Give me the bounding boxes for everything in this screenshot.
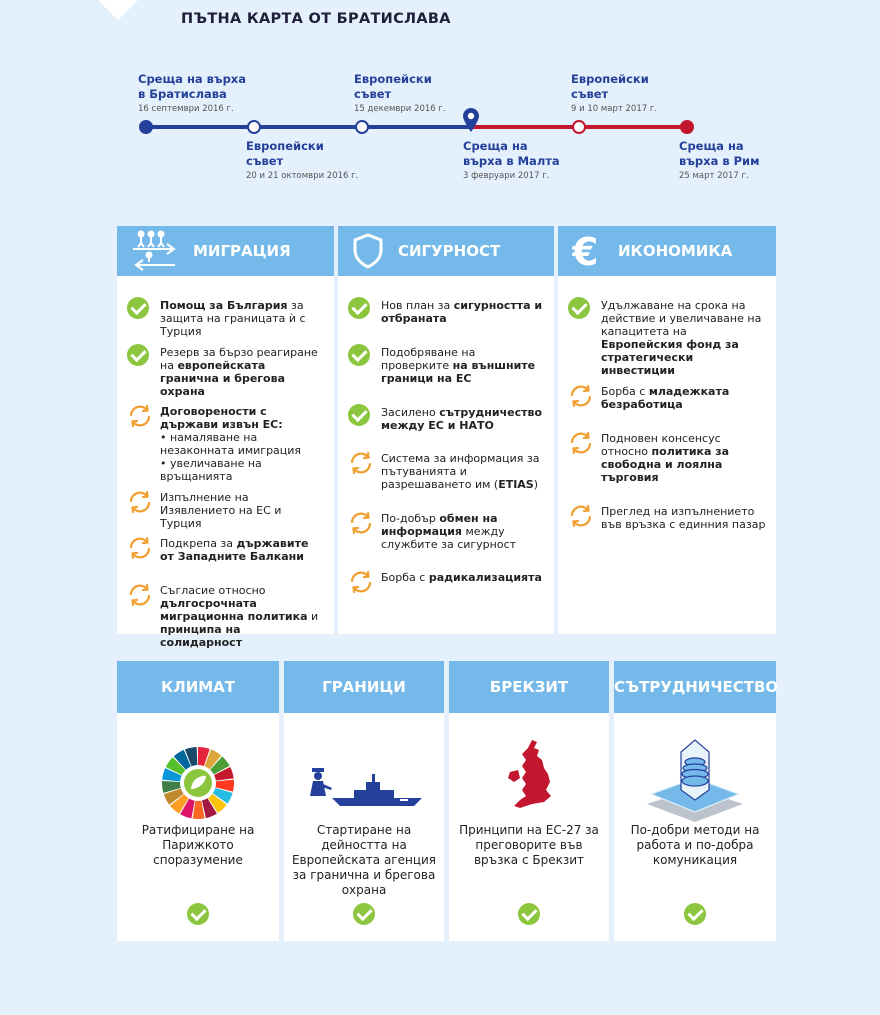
item-text: Помощ за България за защита на границата ѝ с Турция xyxy=(160,299,306,338)
achieved-item xyxy=(338,297,554,325)
status-indicator xyxy=(127,297,153,323)
border-guard-ship-icon xyxy=(284,768,444,808)
bottom-card-text: Стартиране на дейността на Европейската агенция за гранична и брегова охрана xyxy=(291,823,437,897)
timeline-event-title: Среща на върха в Братислава xyxy=(138,72,246,101)
item-text: Засилено сътрудничество между ЕС и НАТО xyxy=(381,406,543,432)
bottom-card xyxy=(284,661,444,941)
timeline-event xyxy=(246,139,361,181)
timeline-pin-icon xyxy=(462,107,480,133)
in-progress-icon xyxy=(127,535,153,561)
timeline-event-date: 9 и 10 март 2017 г. xyxy=(571,104,658,114)
item-text: По-добър обмен на информация между службите за сигурност xyxy=(381,512,517,551)
bottom-card-title: КЛИМАТ xyxy=(117,661,279,713)
corner-marker xyxy=(98,0,138,20)
in-progress-icon xyxy=(127,489,153,515)
bottom-card-text: Принципи на ЕС-27 за преговорите във връзка с Брекзит xyxy=(459,823,599,867)
bottom-card-text: По-добри методи на работа и по-добра комуникация xyxy=(630,823,760,867)
achieved-item xyxy=(338,404,554,432)
bottom-card-title: СЪТРУДНИЧЕСТВО xyxy=(614,661,776,713)
check-icon xyxy=(348,404,370,426)
sdg-wheel-icon xyxy=(117,745,279,821)
timeline-event-title: Среща на върха в Рим xyxy=(679,139,760,168)
column-body xyxy=(338,276,554,634)
check-icon xyxy=(348,297,370,319)
in-progress-icon xyxy=(568,430,594,456)
status-indicator xyxy=(348,297,374,323)
status-indicator xyxy=(568,297,594,323)
timeline-event-title: Европейски съвет xyxy=(354,72,432,101)
uk-map-icon xyxy=(449,738,609,812)
status-indicator xyxy=(568,430,594,456)
status-indicator xyxy=(348,344,374,370)
status-indicator xyxy=(353,903,375,925)
status-indicator xyxy=(127,582,153,608)
item-text: Преглед на изпълнението във връзка с единния пазар xyxy=(601,505,766,531)
timeline-past-line xyxy=(146,125,471,129)
column-title: СИГУРНОСТ xyxy=(398,242,501,260)
in-progress-icon xyxy=(348,569,374,595)
achieved-item xyxy=(558,297,776,377)
in-progress-item xyxy=(338,450,554,491)
in-progress-icon xyxy=(568,503,594,529)
column-body xyxy=(558,276,776,634)
bottom-card xyxy=(449,661,609,941)
in-progress-icon xyxy=(127,403,153,429)
item-text: Съгласие относно дългосрочната миграционна политика и принципа на солидарност xyxy=(160,584,319,649)
timeline-event-date: 3 февруари 2017 г. xyxy=(463,171,550,181)
shield-icon xyxy=(352,233,392,269)
status-indicator xyxy=(348,404,374,430)
status-indicator xyxy=(187,903,209,925)
status-indicator xyxy=(684,903,706,925)
timeline-event xyxy=(138,72,253,114)
bottom-card-title: БРЕКЗИТ xyxy=(449,661,609,713)
in-progress-item xyxy=(117,489,334,530)
timeline-dot xyxy=(139,120,153,134)
in-progress-item xyxy=(558,503,776,531)
check-icon xyxy=(127,297,149,319)
timeline-event-date: 15 декември 2016 г. xyxy=(354,104,446,114)
bottom-card xyxy=(614,661,779,941)
check-icon xyxy=(684,903,706,925)
status-indicator xyxy=(518,903,540,925)
in-progress-icon xyxy=(348,450,374,476)
status-indicator xyxy=(127,535,153,561)
cooperation-icon xyxy=(614,738,776,824)
timeline-dot xyxy=(247,120,261,134)
status-indicator xyxy=(568,503,594,529)
timeline-event xyxy=(679,139,794,181)
item-text: Подкрепа за държавите от Западните Балкани xyxy=(160,537,309,563)
page-title: ПЪТНА КАРТА ОТ БРАТИСЛАВА xyxy=(181,11,451,27)
migration-icon xyxy=(129,229,183,273)
timeline-event xyxy=(571,72,686,114)
status-indicator xyxy=(127,344,153,370)
in-progress-item xyxy=(558,430,776,484)
svg-text:€: € xyxy=(572,231,599,271)
timeline-event xyxy=(463,139,578,181)
check-icon xyxy=(187,903,209,925)
in-progress-icon xyxy=(348,510,374,536)
timeline-dot xyxy=(355,120,369,134)
in-progress-item xyxy=(558,383,776,411)
timeline-event-date: 20 и 21 октомври 2016 г. xyxy=(246,171,359,181)
status-indicator xyxy=(127,489,153,515)
bottom-card-title: ГРАНИЦИ xyxy=(284,661,444,713)
item-text: Система за информация за пътуванията и разрешаването им (ETIAS) xyxy=(381,452,540,491)
in-progress-icon xyxy=(568,383,594,409)
check-icon xyxy=(127,344,149,366)
timeline-event-title: Европейски съвет xyxy=(246,139,324,168)
timeline-dot xyxy=(572,120,586,134)
in-progress-item xyxy=(338,569,554,595)
column-body xyxy=(117,276,334,649)
column-title: МИГРАЦИЯ xyxy=(193,242,291,260)
status-indicator xyxy=(127,403,153,429)
item-text: Подобряване на проверките на външните граници на ЕС xyxy=(381,346,536,385)
column-header xyxy=(117,226,334,276)
in-progress-item xyxy=(117,535,334,563)
in-progress-item xyxy=(117,403,334,483)
status-indicator xyxy=(348,450,374,476)
bottom-card-text: Ратифициране на Парижкото споразумение xyxy=(141,823,255,867)
check-icon xyxy=(568,297,590,319)
check-icon xyxy=(518,903,540,925)
column-header xyxy=(338,226,554,276)
status-indicator xyxy=(348,569,374,595)
status-indicator xyxy=(568,383,594,409)
item-text: Договорености с държави извън ЕС: • намаляване на незаконната имиграция • увеличаване на връщанията xyxy=(160,405,302,483)
euro-icon xyxy=(572,231,612,271)
item-text: Резерв за бързо реагиране на европейската гранична и брегова охрана xyxy=(160,346,318,398)
timeline-event xyxy=(354,72,469,114)
in-progress-item xyxy=(338,510,554,551)
achieved-item xyxy=(117,344,334,398)
timeline-event-date: 16 септември 2016 г. xyxy=(138,104,234,114)
item-text: Нов план за сигурността и отбраната xyxy=(381,299,543,325)
status-indicator xyxy=(348,510,374,536)
check-icon xyxy=(353,903,375,925)
check-icon xyxy=(348,344,370,366)
in-progress-item xyxy=(117,582,334,649)
achieved-item xyxy=(338,344,554,385)
timeline-event-date: 25 март 2017 г. xyxy=(679,171,749,181)
timeline-event-title: Среща на върха в Малта xyxy=(463,139,560,168)
timeline-event-title: Европейски съвет xyxy=(571,72,649,101)
achieved-item xyxy=(117,297,334,338)
column-title: ИКОНОМИКА xyxy=(618,242,733,260)
bottom-card xyxy=(117,661,279,941)
item-text: Подновен консенсус относно политика за свободна и лоялна търговия xyxy=(601,432,730,484)
timeline-dot xyxy=(680,120,694,134)
item-text: Борба с младежката безработица xyxy=(601,385,730,411)
in-progress-icon xyxy=(127,582,153,608)
item-text: Изпълнение на Изявлението на ЕС и Турция xyxy=(160,491,282,530)
column-header xyxy=(558,226,776,276)
item-text: Удължаване на срока на действие и увеличаване на капацитета на Европейския фонд за стратегически инвестиции xyxy=(601,299,762,377)
item-text: Борба с радикализацията xyxy=(381,571,542,584)
